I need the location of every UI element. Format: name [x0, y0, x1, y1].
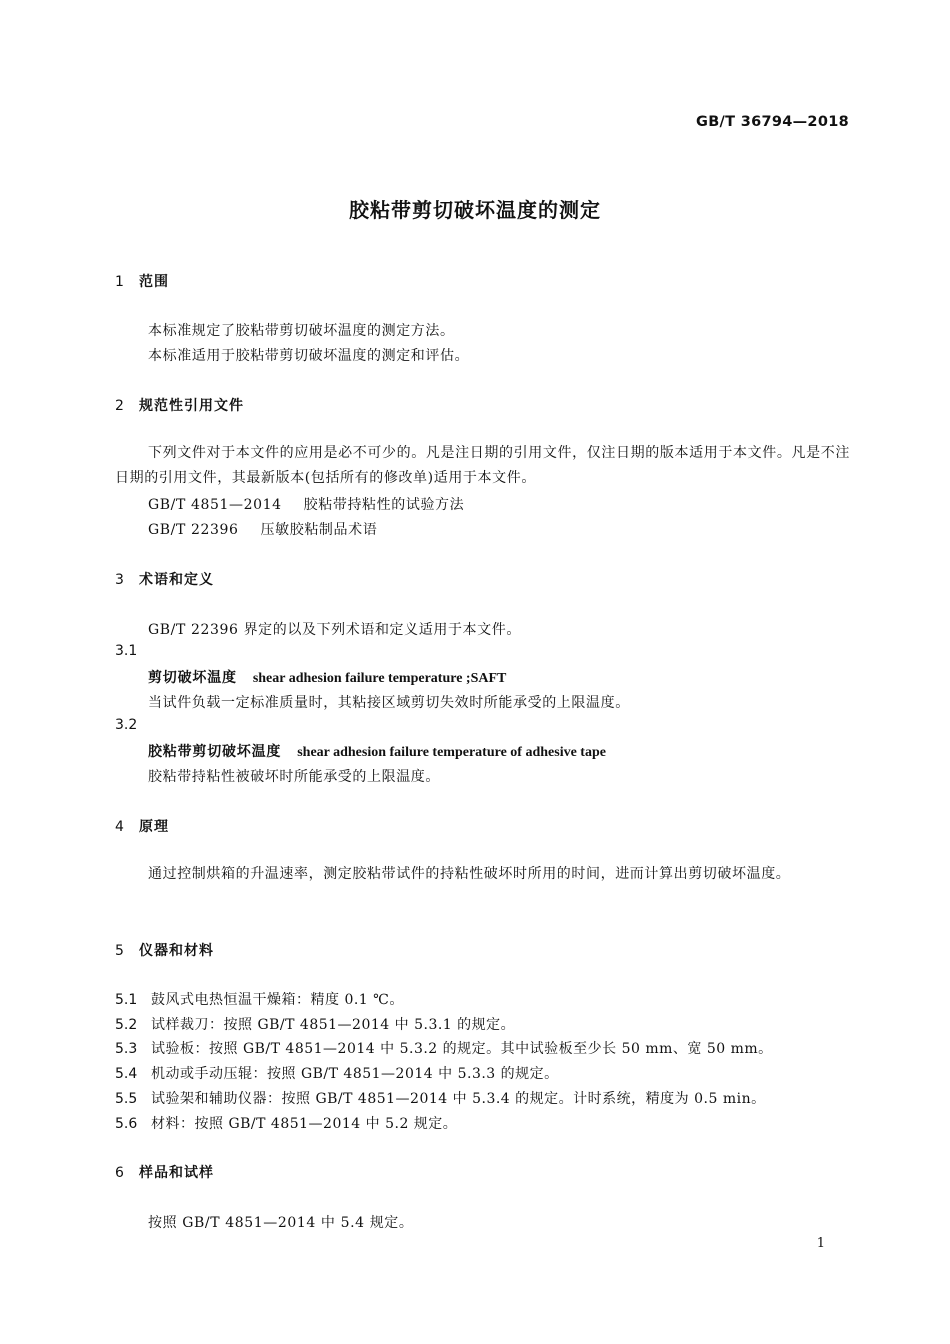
section-title: 仪器和材料: [139, 943, 214, 959]
section-heading-scope: [115, 271, 169, 291]
term-definition: 胶粘带持粘性被破坏时所能承受的上限温度。: [148, 769, 440, 785]
term-definition: 当试件负载一定标准质量时，其粘接区域剪切失效时所能承受的上限温度。: [148, 695, 630, 711]
item-number: 5.1: [115, 992, 138, 1008]
section-heading-normative-references: [115, 395, 244, 415]
item-number: 5.5: [115, 1091, 138, 1107]
page-number: 1: [816, 1236, 825, 1251]
apparatus-item: [115, 1088, 766, 1108]
reference-item: [148, 519, 377, 539]
item-text: 试样裁刀：按照 GB/T 4851—2014 中 5.3.1 的规定。: [151, 1017, 516, 1033]
item-number: 5.4: [115, 1066, 138, 1082]
section-heading-apparatus: [115, 940, 214, 960]
term-chinese: 剪切破坏温度: [148, 670, 237, 686]
section-heading-samples: [115, 1162, 214, 1182]
scope-paragraph-1: 本标准规定了胶粘带剪切破坏温度的测定方法。: [148, 323, 455, 339]
item-text: 试验架和辅助仪器：按照 GB/T 4851—2014 中 5.3.4 的规定。计时系统，精度为 0.5 min。: [151, 1091, 766, 1107]
section-number: 6: [115, 1165, 125, 1181]
standard-code: GB/T 36794—2018: [696, 114, 849, 130]
section-title: 样品和试样: [139, 1165, 214, 1181]
term-heading: [148, 741, 606, 761]
reference-code: GB/T 4851—2014: [148, 497, 282, 513]
section-heading-principle: [115, 816, 169, 836]
apparatus-item: [115, 1038, 773, 1058]
reference-item: [148, 494, 464, 514]
item-text: 材料：按照 GB/T 4851—2014 中 5.2 规定。: [151, 1116, 458, 1132]
apparatus-item: [115, 1014, 515, 1034]
reference-title: 压敏胶粘制品术语: [260, 522, 378, 538]
reference-title: 胶粘带持粘性的试验方法: [303, 497, 465, 513]
section-heading-terms: [115, 569, 214, 589]
section-number: 3: [115, 572, 125, 588]
document-title: 胶粘带剪切破坏温度的测定: [349, 198, 601, 222]
term-number: 3.1: [115, 643, 138, 659]
item-text: 试验板：按照 GB/T 4851—2014 中 5.3.2 的规定。其中试验板至少长 50 mm、宽 50 mm。: [151, 1041, 773, 1057]
apparatus-item: [115, 1063, 559, 1083]
apparatus-item: [115, 989, 404, 1009]
references-intro: 下列文件对于本文件的应用是必不可少的。凡是注日期的引用文件，仅注日期的版本适用于本文件。凡是不注日期的引用文件，其最新版本(包括所有的修改单)适用于本文件。: [115, 445, 850, 486]
section-title: 原理: [139, 819, 169, 835]
section-title: 术语和定义: [139, 572, 214, 588]
item-number: 5.2: [115, 1017, 138, 1033]
section-title: 规范性引用文件: [139, 398, 244, 414]
term-english: shear adhesion failure temperature of adhesive tape: [297, 745, 606, 760]
reference-code: GB/T 22396: [148, 522, 239, 538]
section-number: 4: [115, 819, 125, 835]
term-chinese: 胶粘带剪切破坏温度: [148, 744, 282, 760]
item-number: 5.6: [115, 1116, 138, 1132]
term-english: shear adhesion failure temperature ;SAFT: [252, 671, 507, 686]
terms-intro: GB/T 22396 界定的以及下列术语和定义适用于本文件。: [148, 622, 521, 638]
samples-paragraph: 按照 GB/T 4851—2014 中 5.4 规定。: [148, 1215, 414, 1231]
section-number: 1: [115, 274, 125, 290]
section-number: 2: [115, 398, 125, 414]
apparatus-item: [115, 1113, 457, 1133]
item-text: 鼓风式电热恒温干燥箱：精度 0.1 ℃。: [151, 992, 404, 1008]
section-title: 范围: [139, 274, 169, 290]
item-number: 5.3: [115, 1041, 138, 1057]
section-number: 5: [115, 943, 125, 959]
item-text: 机动或手动压辊：按照 GB/T 4851—2014 中 5.3.3 的规定。: [151, 1066, 559, 1082]
scope-paragraph-2: 本标准适用于胶粘带剪切破坏温度的测定和评估。: [148, 348, 470, 364]
term-number: 3.2: [115, 717, 138, 733]
term-heading: [148, 667, 506, 687]
principle-paragraph: 通过控制烘箱的升温速率，测定胶粘带试件的持粘性破坏时所用的时间，进而计算出剪切破坏温度。: [148, 866, 791, 882]
